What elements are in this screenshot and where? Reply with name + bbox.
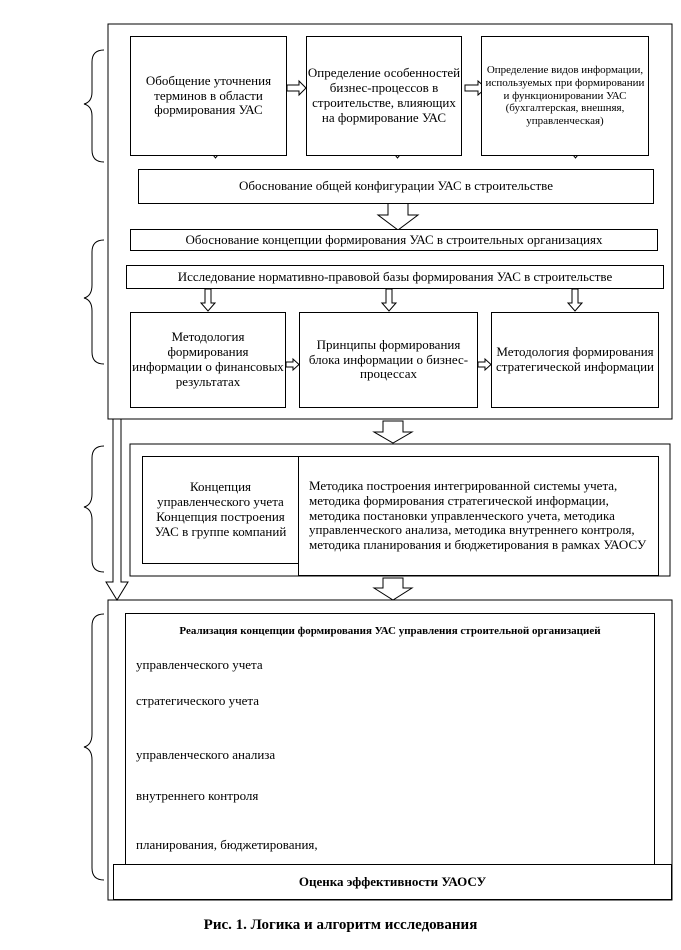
box-business-processes: Определение особенностей бизнес-процессов в строительстве, влияющих на формирование УАС xyxy=(306,36,462,156)
row-internal-control: внутреннего контроля xyxy=(125,779,655,828)
brace-3 xyxy=(84,446,104,572)
box-general-config: Обоснование общей конфигурации УАС в строительстве xyxy=(138,169,654,204)
box-methods: Методика построения интегрированной системы учета, методика формирования стратегической информации, методика постановки управленческого учета, методика управленческого анализа, методика внутреннего контроля, методика планирования и бюджетирования в рамках УАОСУ xyxy=(298,456,659,576)
box-efficiency-evaluation: Оценка эффективности УАОСУ xyxy=(113,864,672,900)
brace-2 xyxy=(84,240,104,364)
arrow-right-ab xyxy=(287,81,306,95)
box-info-types: Определение видов информации, используемых при формировании и функционировании УАС (бухгалтерская, внешняя, управленческая) xyxy=(481,36,649,156)
row-management-analysis: управленческого анализа xyxy=(125,731,655,780)
box-principles: Принципы формирования блока информации о бизнес-процессах xyxy=(299,312,478,408)
row-strategic-accounting: стратегического учета xyxy=(125,683,655,732)
arrow-down-fin xyxy=(201,289,215,311)
row-management-accounting: управленческого учета xyxy=(125,648,655,684)
box-concept-justification: Обоснование концепции формирования УАС в строительных организациях xyxy=(130,229,658,251)
brace-4 xyxy=(84,614,104,880)
arrow-down-princ xyxy=(382,289,396,311)
arrow-big-2 xyxy=(374,421,412,443)
arrow-big-3 xyxy=(374,578,412,600)
box-normative-base: Исследование нормативно-правовой базы формирования УАС в строительстве xyxy=(126,265,664,289)
arrow-down-strat xyxy=(568,289,582,311)
brace-1 xyxy=(84,50,104,162)
box-concepts: Концепция управленческого учета Концепция построения УАС в группе компаний xyxy=(142,456,299,564)
figure-caption: Рис. 1. Логика и алгоритм исследования xyxy=(203,917,478,933)
box-terms: Обобщение уточнения терминов в области формирования УАС xyxy=(130,36,287,156)
arrow-right-ps xyxy=(478,359,491,370)
arrow-right-fp xyxy=(286,359,299,370)
box-method-financial: Методология формирования информации о финансовых результатах xyxy=(130,312,286,408)
box-method-strategic: Методология формирования стратегической информации xyxy=(491,312,659,408)
box-implementation-header: Реализация концепции формирования УАС управления строительной организацией xyxy=(125,613,655,649)
row-planning-budgeting: планирования, бюджетирования, xyxy=(125,827,655,865)
arrow-feeder xyxy=(106,419,128,600)
